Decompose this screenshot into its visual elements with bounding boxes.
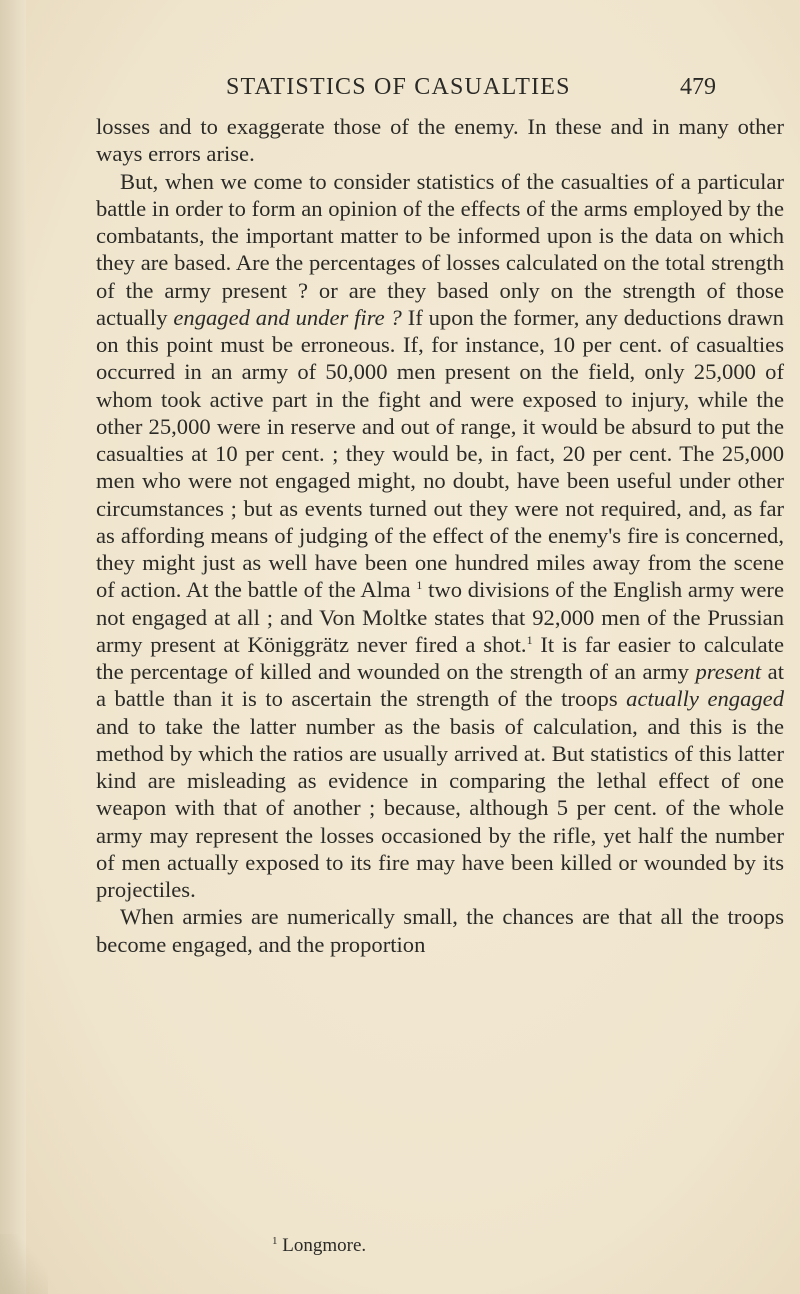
text-run: losses and to exaggerate those of the enemy. In these and in many other ways errors arise. [96, 114, 784, 167]
running-title: STATISTICS OF CASUALTIES [226, 74, 571, 100]
footnote-ref: 1 [526, 632, 533, 647]
footnote-ref: 1 [416, 578, 423, 593]
text-run: two divisions of the English army were not engaged at all ; and Von Moltke states that 92,000 men of the Prussian army present at Königgrätz never fired a shot. [96, 577, 784, 657]
text-run: at a battle than it is to ascertain the strength of the troops [96, 659, 784, 712]
page-gutter [0, 0, 26, 1294]
italic-phrase: present [695, 659, 762, 684]
footnote-text: Longmore. [282, 1235, 367, 1256]
page-number: 479 [680, 74, 716, 100]
paragraph [96, 113, 784, 168]
text-run: It is far easier to calculate the percentage of killed and wounded on the strength of an army [96, 631, 784, 684]
footnote-marker: 1 [272, 1235, 278, 1247]
italic-phrase: engaged and under fire ? [173, 304, 402, 330]
footnote [272, 1235, 366, 1257]
paragraph [96, 168, 784, 904]
paper-stain [0, 1234, 48, 1294]
text-run: But, when we come to consider statistics of the casualties of a particular battle in order to form an opinion of the effects of the arms employed by the combatants, the important matter to be informed upon is the data on which they are based. Are the percentages of losses calculated on the total strength of the army present ? or are they based only on the strength of those actually [96, 168, 784, 330]
body-text [96, 113, 784, 958]
page-header [0, 74, 800, 108]
italic-phrase: actually engaged [626, 686, 784, 712]
paragraph [96, 903, 784, 958]
text-run: If upon the former, any deductions drawn on this point must be erroneous. If, for instance, 10 per cent. of casualties occurred in an army of 50,000 men present on the field, only 25,000 of whom took active part in the fight and were exposed to injury, while the other 25,000 were in reserve and out of range, it would be absurd to put the casualties at 10 per cent. ; they would be, in fact, 20 per cent. The 25,000 men who were not engaged might, no doubt, have been useful under other circumstances ; but as events turned out they were not required, and, as far as affording means of judging of the effect of the enemy's fire is concerned, they might just as well have been one hundred miles away from the scene of action. At the battle of the Alma [96, 304, 784, 603]
text-run: When armies are numerically small, the chances are that all the troops become engaged, and the proportion [96, 904, 784, 957]
text-run: and to take the latter number as the basis of calculation, and this is the method by which the ratios are usually arrived at. But statistics of this latter kind are misleading as evidence in comparing the lethal effect of one weapon with that of another ; because, although 5 per cent. of the whole army may represent the losses occasioned by the rifle, yet half the number of men actually exposed to its fire may have been killed or wounded by its projectiles. [96, 713, 784, 902]
